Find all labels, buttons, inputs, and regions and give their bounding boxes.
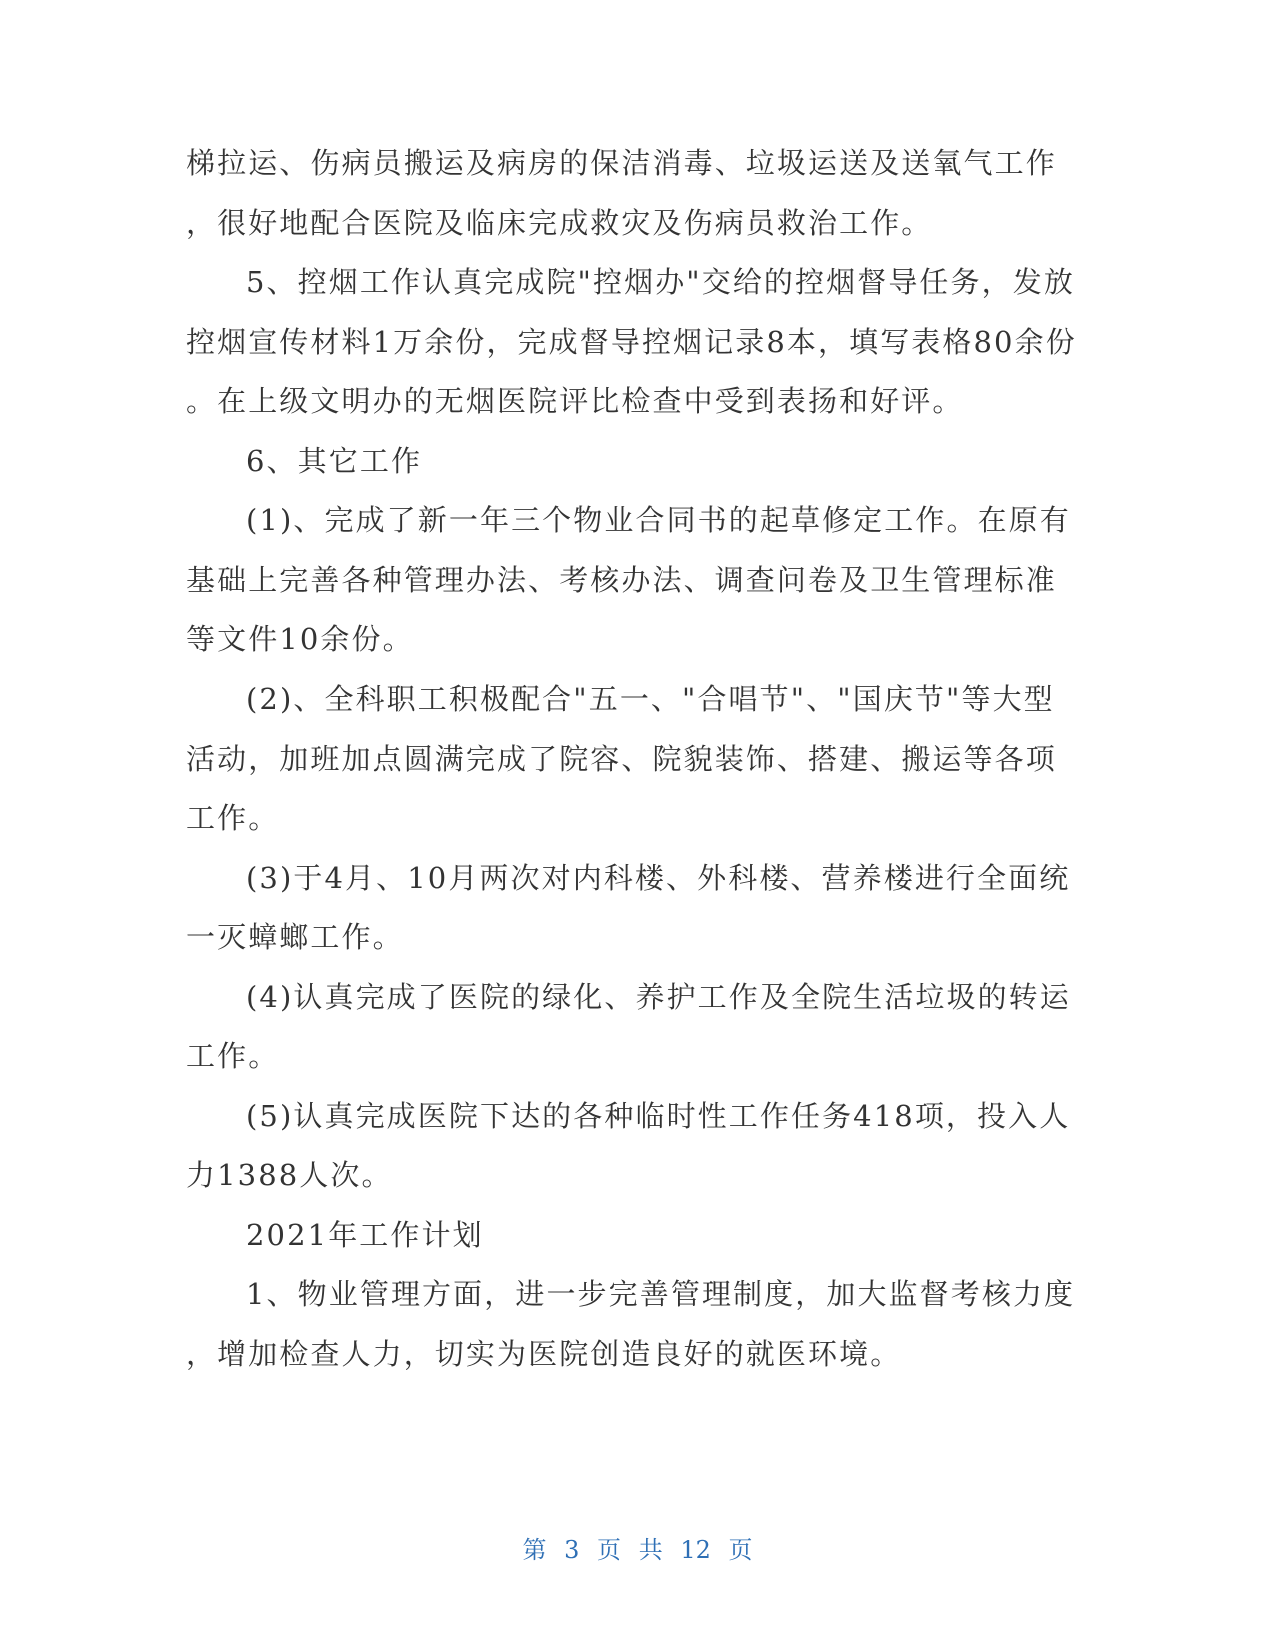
footer-total-unit: 页 [728, 1536, 753, 1564]
footer-total-label: 共 [638, 1536, 663, 1564]
paragraph-line: (4)认真完成了医院的绿化、养护工作及全院生活垃圾的转运 [246, 980, 1071, 1014]
section-heading: 6、其它工作 [246, 444, 423, 478]
body-line: ，很好地配合医院及临床完成救灾及伤病员救治工作。 [186, 206, 933, 240]
footer-page-unit: 页 [597, 1536, 622, 1564]
paragraph-line: (3)于4月、10月两次对内科楼、外科楼、营养楼进行全面统 [246, 861, 1071, 895]
footer-page-label: 第 [522, 1536, 547, 1564]
body-line: 。在上级文明办的无烟医院评比检查中受到表扬和好评。 [186, 384, 964, 418]
body-line: ，增加检查人力，切实为医院创造良好的就医环境。 [186, 1337, 902, 1371]
body-line: 控烟宣传材料1万余份，完成督导控烟记录8本，填写表格80余份 [186, 325, 1077, 359]
body-line: 工作。 [186, 1039, 280, 1073]
paragraph-line: (5)认真完成医院下达的各种临时性工作任务418项，投入人 [246, 1099, 1071, 1133]
paragraph-line: 1、物业管理方面，进一步完善管理制度，加大监督考核力度 [246, 1277, 1076, 1311]
body-line: 一灭蟑螂工作。 [186, 920, 404, 954]
body-line: 力1388人次。 [186, 1158, 393, 1192]
body-line: 活动，加班加点圆满完成了院容、院貌装饰、搭建、搬运等各项 [186, 742, 1057, 776]
page-footer [0, 1534, 1275, 1566]
footer-total-pages: 12 [680, 1536, 711, 1564]
paragraph-line: (1)、完成了新一年三个物业合同书的起草修定工作。在原有 [246, 503, 1071, 537]
section-heading: 2021年工作计划 [246, 1218, 484, 1252]
paragraph-line: (2)、全科职工积极配合"五一、"合唱节"、"国庆节"等大型 [246, 682, 1055, 716]
body-line: 工作。 [186, 801, 280, 835]
body-line: 基础上完善各种管理办法、考核办法、调查问卷及卫生管理标准 [186, 563, 1057, 597]
body-line: 等文件10余份。 [186, 622, 414, 656]
paragraph-line: 5、控烟工作认真完成院"控烟办"交给的控烟督导任务，发放 [246, 265, 1075, 299]
body-line: 梯拉运、伤病员搬运及病房的保洁消毒、垃圾运送及送氧气工作 [186, 146, 1057, 180]
footer-current-page: 3 [564, 1536, 580, 1564]
